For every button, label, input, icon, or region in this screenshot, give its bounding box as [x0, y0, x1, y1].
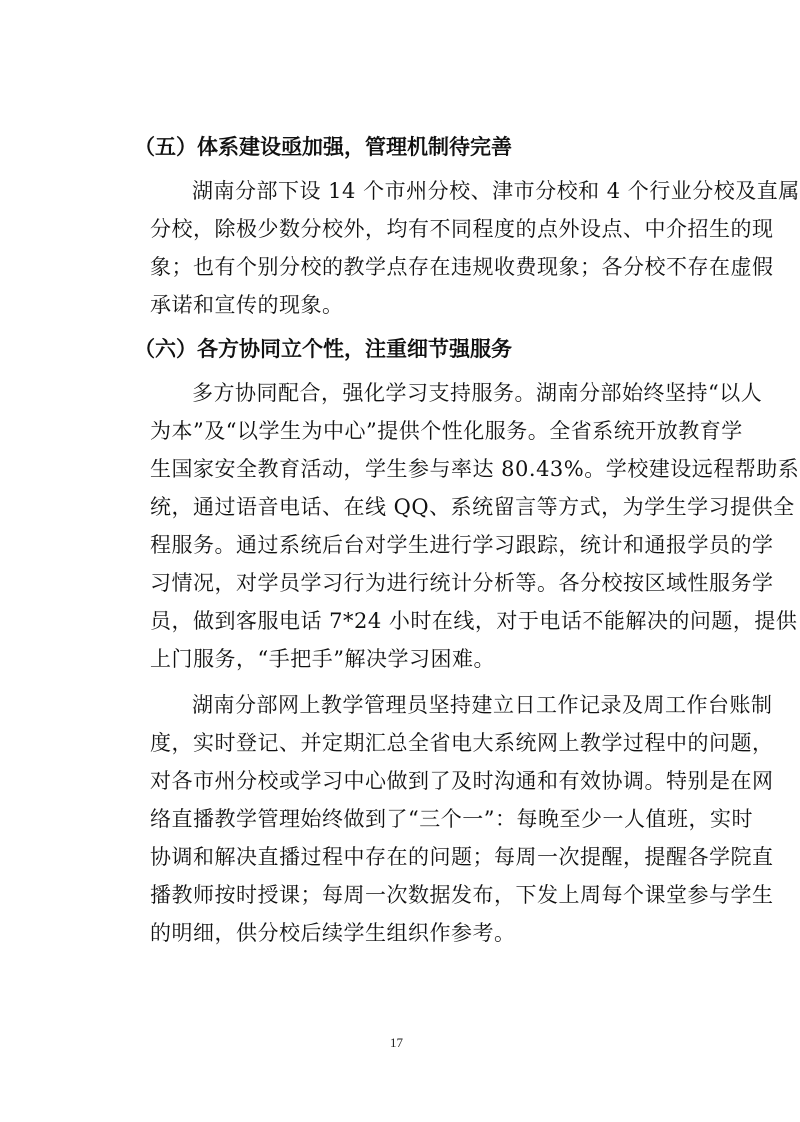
paragraph-line: 分校，除极少数分校外，均有不同程度的点外设点、中介招生的现 — [150, 217, 774, 241]
section-6-paragraph-1 — [108, 374, 800, 678]
paragraph-line: 员，做到客服电话 7*24 小时在线，对于电话不能解决的问题，提供 — [150, 609, 798, 633]
paragraph-line: 多方协同配合，强化学习支持服务。湖南分部始终坚持“以人 — [192, 381, 763, 405]
paragraph-line: 习情况，对学员学习行为进行统计分析等。各分校按区域性服务学 — [150, 571, 774, 595]
paragraph-line: 程服务。通过系统后台对学生进行学习跟踪，统计和通报学员的学 — [150, 533, 774, 557]
page-content — [108, 126, 800, 952]
paragraph-line: 生国家安全教育活动，学生参与率达 80.43%。学校建设远程帮助系 — [150, 457, 800, 481]
section-6-paragraph-2 — [108, 686, 774, 952]
paragraph-line: 上门服务，“手把手”解决学习困难。 — [150, 647, 495, 671]
paragraph-line: 播教师按时授课；每周一次数据发布，下发上周每个课堂参与学生 — [150, 883, 774, 907]
section-heading-5: （五）体系建设亟加强，管理机制待完善 — [134, 135, 512, 159]
paragraph-line: 的明细，供分校后续学生组织作参考。 — [150, 921, 516, 945]
paragraph-line: 为本”及“以学生为中心”提供个性化服务。全省系统开放教育学 — [150, 419, 743, 443]
page-number: 17 — [390, 1035, 403, 1050]
section-5-paragraph — [108, 172, 800, 324]
paragraph-line: 度，实时登记、并定期汇总全省电大系统网上教学过程中的问题， — [150, 731, 774, 755]
paragraph-line: 湖南分部下设 14 个市州分校、津市分校和 4 个行业分校及直属 — [192, 179, 800, 203]
paragraph-line: 湖南分部网上教学管理员坚持建立日工作记录及周工作台账制 — [192, 693, 773, 717]
paragraph-line: 承诺和宣传的现象。 — [150, 293, 344, 317]
paragraph-line: 象；也有个别分校的教学点存在违规收费现象；各分校不存在虚假 — [150, 255, 774, 279]
paragraph-line: 统，通过语音电话、在线 QQ、系统留言等方式，为学生学习提供全 — [150, 495, 795, 519]
paragraph-line: 对各市州分校或学习中心做到了及时沟通和有效协调。特别是在网 — [150, 769, 774, 793]
paragraph-line: 协调和解决直播过程中存在的问题；每周一次提醒，提醒各学院直 — [150, 845, 774, 869]
section-heading-6: （六）各方协同立个性，注重细节强服务 — [134, 337, 512, 361]
paragraph-line: 络直播教学管理始终做到了“三个一”：每晚至少一人值班，实时 — [150, 807, 753, 831]
